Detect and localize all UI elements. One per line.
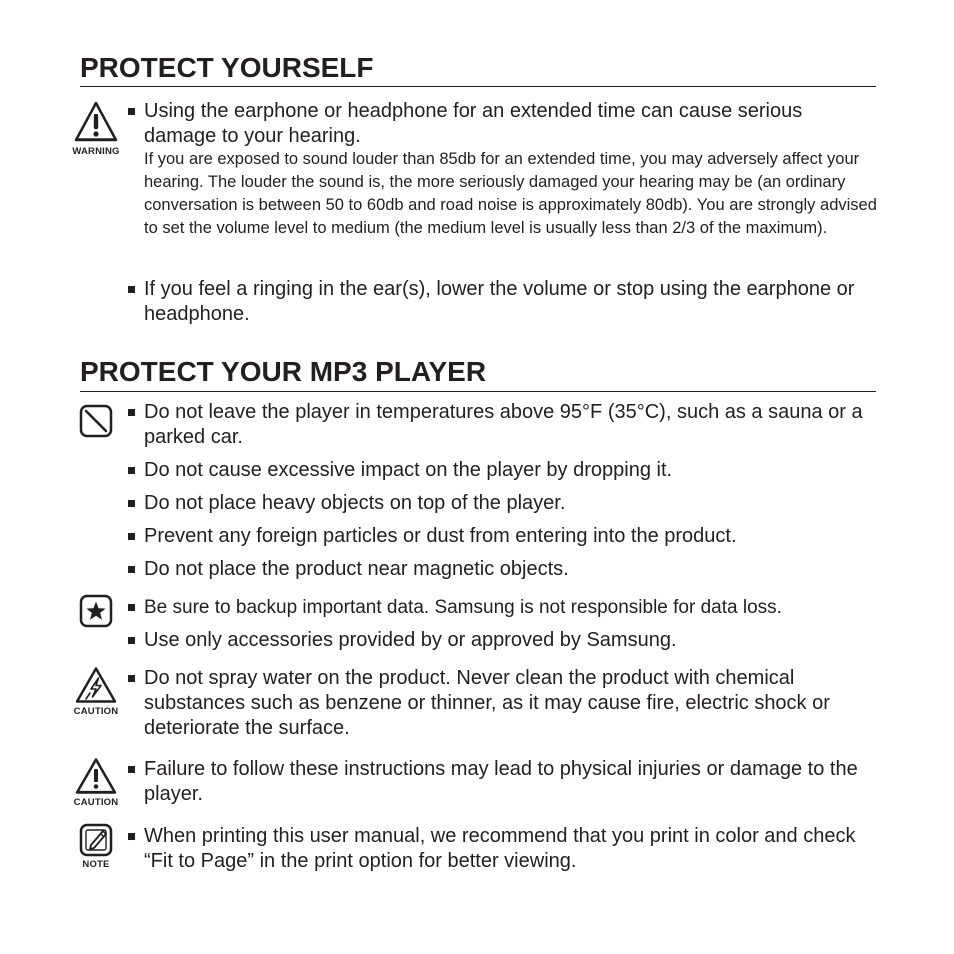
prohibited-group-icon [70,404,122,438]
bullet [128,604,135,611]
prohibited-icon [79,404,113,438]
electric-caution-group-icon [70,666,122,717]
list-item [128,628,878,653]
list-item-text: When printing this user manual, we recommend that you print in color and check “Fit to Page” in the print option for better viewing. [144,825,856,872]
note-group-icon [70,823,122,870]
bullet [128,467,135,474]
caution-triangle-icon [75,757,117,795]
list-item [128,277,878,327]
list-item-text: Prevent any foreign particles or dust from entering into the product. [144,525,737,547]
section-divider [80,391,876,392]
bullet [128,286,135,293]
list-item-text: Do not place heavy objects on top of the player. [144,492,566,514]
list-item-text: Do not leave the player in temperatures above 95°F (35°C), such as a sauna or a parked car. [144,401,863,448]
list-item-text: Do not place the product near magnetic objects. [144,558,569,580]
bullet [128,409,135,416]
caution-label: CAUTION [73,706,119,717]
list-item [128,400,878,450]
note-pencil-icon [79,823,113,857]
warning-group-icon [70,100,122,157]
bullet [128,500,135,507]
section-divider [80,86,876,87]
list-item [128,757,878,807]
bullet [128,108,135,115]
caution-group-icon [70,757,122,808]
bullet [128,766,135,773]
caution-label: CAUTION [73,797,119,808]
warning-label: WARNING [72,146,120,157]
warning-triangle-icon [74,100,118,144]
list-item [128,524,878,549]
section-title-protect-your-mp3-player: PROTECT YOUR MP3 PLAYER [80,356,487,387]
electric-shock-caution-icon [75,666,117,704]
list-item-text: Use only accessories provided by or approved by Samsung. [144,629,677,651]
bullet [128,675,135,682]
list-item [128,99,878,149]
bullet [128,566,135,573]
list-item-text: Do not cause excessive impact on the player by dropping it. [144,459,673,481]
section-title-protect-yourself: PROTECT YOURSELF [80,52,374,83]
bullet [128,833,135,840]
list-item-text: Failure to follow these instructions may lead to physical injuries or damage to the player. [144,758,858,805]
list-item [128,824,878,874]
list-item [128,458,878,483]
bullet [128,637,135,644]
list-item-text: Using the earphone or headphone for an extended time can cause serious damage to your hearing. [144,100,803,147]
list-item [128,491,878,516]
note-label: NOTE [82,859,110,870]
list-item [128,557,878,582]
star-icon [79,594,113,628]
list-item-detail: If you are exposed to sound louder than 85db for an extended time, you may adversely affect your hearing. The louder the sound is, the more seriously damaged your hearing may be (an ordinary conversation is between 50 to 60db and road noise is approximately 80db). You are strongly advised to set the volume level to medium (the medium level is usually less than 2/3 of the maximum). [144,150,877,237]
list-item-text: Do not spray water on the product. Never clean the product with chemical substances such as benzene or thinner, as it may cause fire, electric shock or deteriorate the surface. [144,667,830,739]
bullet [128,533,135,540]
list-item [128,666,878,741]
star-group-icon [70,594,122,628]
list-item-text: Be sure to backup important data. Samsung is not responsible for data loss. [144,597,782,618]
list-item [128,595,878,620]
list-item-text: If you feel a ringing in the ear(s), lower the volume or stop using the earphone or headphone. [144,278,855,325]
